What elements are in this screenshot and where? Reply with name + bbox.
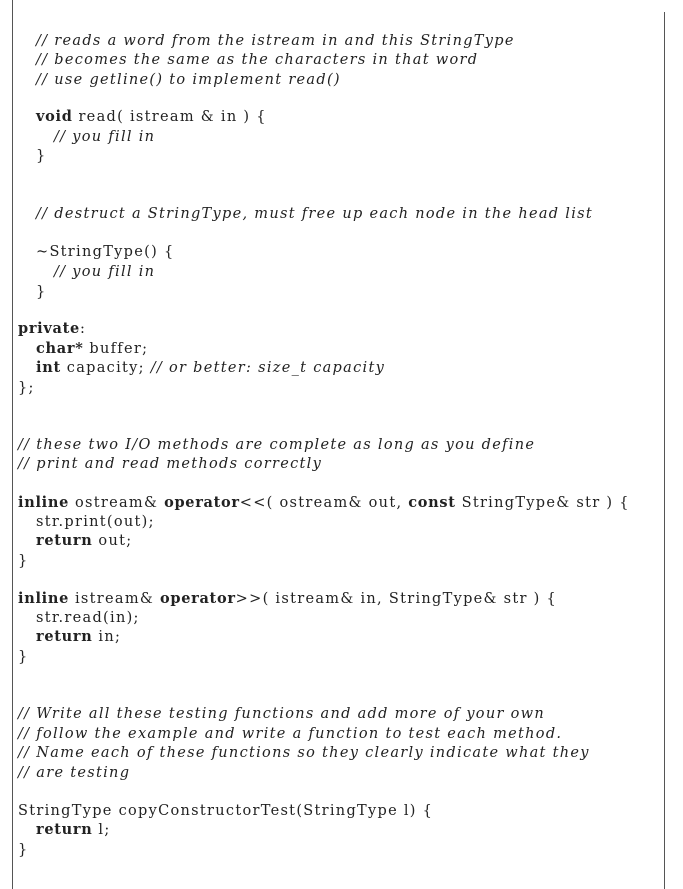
keyword: char* (36, 340, 84, 357)
destructor-signature: ~StringType() { (36, 244, 175, 260)
keyword: return (36, 628, 93, 645)
class-close-brace: }; (18, 380, 35, 396)
read-close-brace: } (36, 148, 47, 164)
code-text: buffer; (83, 341, 149, 357)
code-text: out; (92, 533, 133, 549)
testing-comment-line-2: // follow the example and write a function to test each method. (18, 726, 563, 742)
left-border (12, 0, 13, 889)
ostream-body-line: str.print(out); (36, 514, 155, 530)
private-label (18, 319, 86, 339)
code-text: ostream& (69, 495, 165, 511)
keyword: return (36, 532, 93, 549)
istream-return-line (36, 627, 121, 647)
read-comment-line-3: // use getline() to implement read() (36, 72, 341, 88)
buffer-declaration (36, 339, 148, 359)
keyword: const (408, 494, 456, 511)
destructor-body-comment: // you fill in (54, 264, 156, 280)
inline-comment: // or better: size_t capacity (150, 360, 386, 376)
istream-body-line: str.read(in); (36, 610, 140, 626)
ostream-close-brace: } (18, 553, 29, 569)
keyword: operator (164, 494, 240, 511)
copy-test-close-brace: } (18, 842, 29, 858)
code-text: : (79, 321, 87, 337)
testing-comment-line-3: // Name each of these functions so they clearly indicate what they (18, 745, 590, 761)
destructor-comment: // destruct a StringType, must free up each node in the head list (36, 206, 594, 222)
keyword: void (36, 108, 73, 125)
destructor-close-brace: } (36, 284, 47, 300)
read-body-comment: // you fill in (54, 129, 156, 145)
code-text: istream& (69, 591, 160, 607)
read-comment-line-2: // becomes the same as the characters in that word (36, 52, 479, 68)
right-border (664, 12, 665, 889)
code-text: l; (92, 822, 111, 838)
copy-test-return-line (36, 820, 111, 840)
keyword: inline (18, 494, 70, 511)
code-text: in; (92, 629, 122, 645)
keyword: inline (18, 590, 70, 607)
copy-test-signature: StringType copyConstructorTest(StringType l) { (18, 803, 434, 819)
read-comment-line-1: // reads a word from the istream in and this StringType (36, 33, 515, 49)
keyword: operator (159, 590, 236, 607)
ostream-operator-signature (18, 493, 630, 513)
code-text: capacity; (60, 360, 151, 376)
code-text: <<( ostream& out, (239, 495, 409, 511)
keyword: return (36, 821, 93, 838)
testing-comment-line-1: // Write all these testing functions and add more of your own (18, 706, 545, 722)
keyword: private (18, 320, 80, 337)
capacity-declaration (36, 358, 385, 378)
keyword: int (36, 359, 61, 376)
read-signature (36, 107, 267, 127)
code-text: read( istream & in ) { (72, 109, 267, 125)
code-text: >>( istream& in, StringType& str ) { (235, 591, 558, 607)
ostream-return-line (36, 531, 132, 551)
istream-operator-signature (18, 589, 557, 609)
io-comment-line-2: // print and read methods correctly (18, 456, 323, 472)
code-text: StringType& str ) { (455, 495, 630, 511)
testing-comment-line-4: // are testing (18, 765, 131, 781)
io-comment-line-1: // these two I/O methods are complete as long as you define (18, 437, 536, 453)
istream-close-brace: } (18, 649, 29, 665)
